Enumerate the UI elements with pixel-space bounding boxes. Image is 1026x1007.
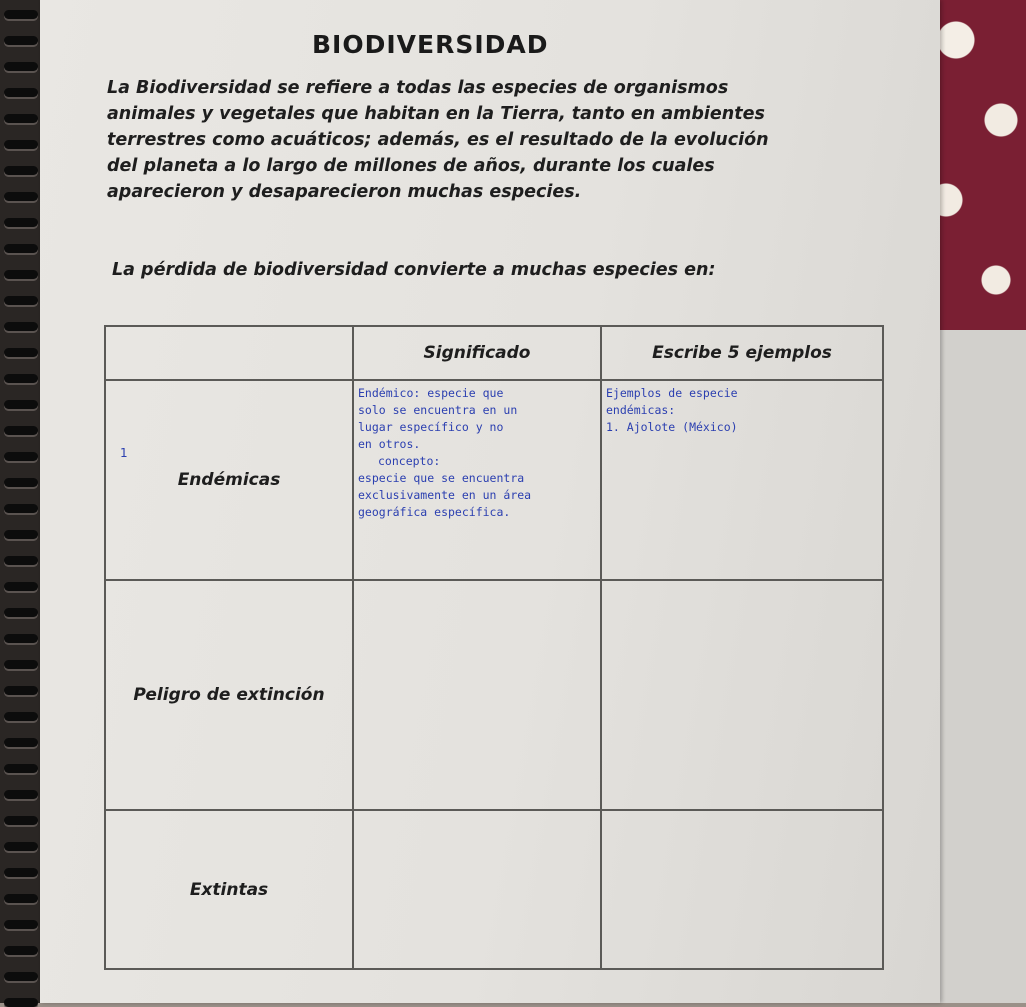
binding-ring <box>4 322 38 331</box>
handwriting-line: Ejemplos de especie <box>606 386 738 400</box>
handwriting-line: concepto: <box>378 454 441 468</box>
binding-ring <box>4 738 38 747</box>
binding-ring <box>4 634 38 643</box>
binding-ring <box>4 36 38 45</box>
page-title: BIODIVERSIDAD <box>312 30 549 59</box>
handwriting-line: solo se encuentra en un <box>358 403 518 417</box>
binding-ring <box>4 608 38 617</box>
binding-ring <box>4 478 38 487</box>
binding-ring <box>4 270 38 279</box>
binding-ring <box>4 946 38 955</box>
handwriting-line: lugar específico y no <box>358 420 504 434</box>
binding-ring <box>4 296 38 305</box>
cell-examples-endemicas[interactable] <box>601 380 883 580</box>
header-significado: Significado <box>353 326 601 380</box>
handwriting-line: geográfica específica. <box>358 505 511 519</box>
biodiversity-table <box>104 325 884 970</box>
binding-ring <box>4 894 38 903</box>
handwriting-line: 1. Ajolote (México) <box>606 420 738 434</box>
binding-ring <box>4 816 38 825</box>
header-ejemplos: Escribe 5 ejemplos <box>601 326 883 380</box>
cell-meaning-endemicas[interactable] <box>353 380 601 580</box>
binding-ring <box>4 790 38 799</box>
cell-meaning-extintas[interactable] <box>353 810 601 969</box>
binding-ring <box>4 660 38 669</box>
handwriting-line: especie que se encuentra <box>358 471 525 485</box>
question-text: La pérdida de biodiversidad convierte a muchas especies en: <box>112 260 716 280</box>
binding-ring <box>4 686 38 695</box>
cell-meaning-peligro[interactable] <box>353 580 601 810</box>
handwriting-line: en otros. <box>358 437 421 451</box>
binding-ring <box>4 504 38 513</box>
table-row-extintas <box>105 810 883 969</box>
binding-ring <box>4 10 38 19</box>
row-number-marker: 1 <box>120 446 128 460</box>
binding-ring <box>4 192 38 201</box>
table-row-endemicas <box>105 380 883 580</box>
header-blank <box>105 326 353 380</box>
row-label-peligro: Peligro de extinción <box>105 580 353 810</box>
binding-ring <box>4 972 38 981</box>
binding-ring <box>4 374 38 383</box>
intro-paragraph: La Biodiversidad se refiere a todas las especies de organismos animales y vegetales que habitan en la Tierra, tanto en ambientes terrestres como acuáticos; además, es el resultado de la evolución del planeta a lo largo de millones de años, durante los cuales aparecieron y desaparecieron muchas especies. <box>107 78 769 202</box>
binding-ring <box>4 712 38 721</box>
background-sheet <box>940 330 1026 1003</box>
binding-ring <box>4 842 38 851</box>
table-header-row <box>105 326 883 380</box>
binding-ring <box>4 556 38 565</box>
binding-ring <box>4 140 38 149</box>
binding-ring <box>4 426 38 435</box>
binding-ring <box>4 868 38 877</box>
binding-ring <box>4 244 38 253</box>
binding-ring <box>4 88 38 97</box>
row-label-extintas: Extintas <box>105 810 353 969</box>
handwriting-line: endémicas: <box>606 403 676 417</box>
cell-examples-peligro[interactable] <box>601 580 883 810</box>
spiral-binding <box>0 0 40 1003</box>
binding-ring <box>4 764 38 773</box>
binding-ring <box>4 400 38 409</box>
binding-ring <box>4 348 38 357</box>
binding-ring <box>4 452 38 461</box>
binding-ring <box>4 920 38 929</box>
handwriting-line: exclusivamente en un área <box>358 488 532 502</box>
row-label-endemicas: Endémicas <box>105 380 353 580</box>
binding-ring <box>4 582 38 591</box>
handwriting-line: Endémico: especie que <box>358 386 504 400</box>
binding-ring <box>4 166 38 175</box>
binding-ring <box>4 62 38 71</box>
binding-ring <box>4 114 38 123</box>
binding-ring <box>4 218 38 227</box>
table-row-peligro <box>105 580 883 810</box>
cell-examples-extintas[interactable] <box>601 810 883 969</box>
binding-ring <box>4 530 38 539</box>
